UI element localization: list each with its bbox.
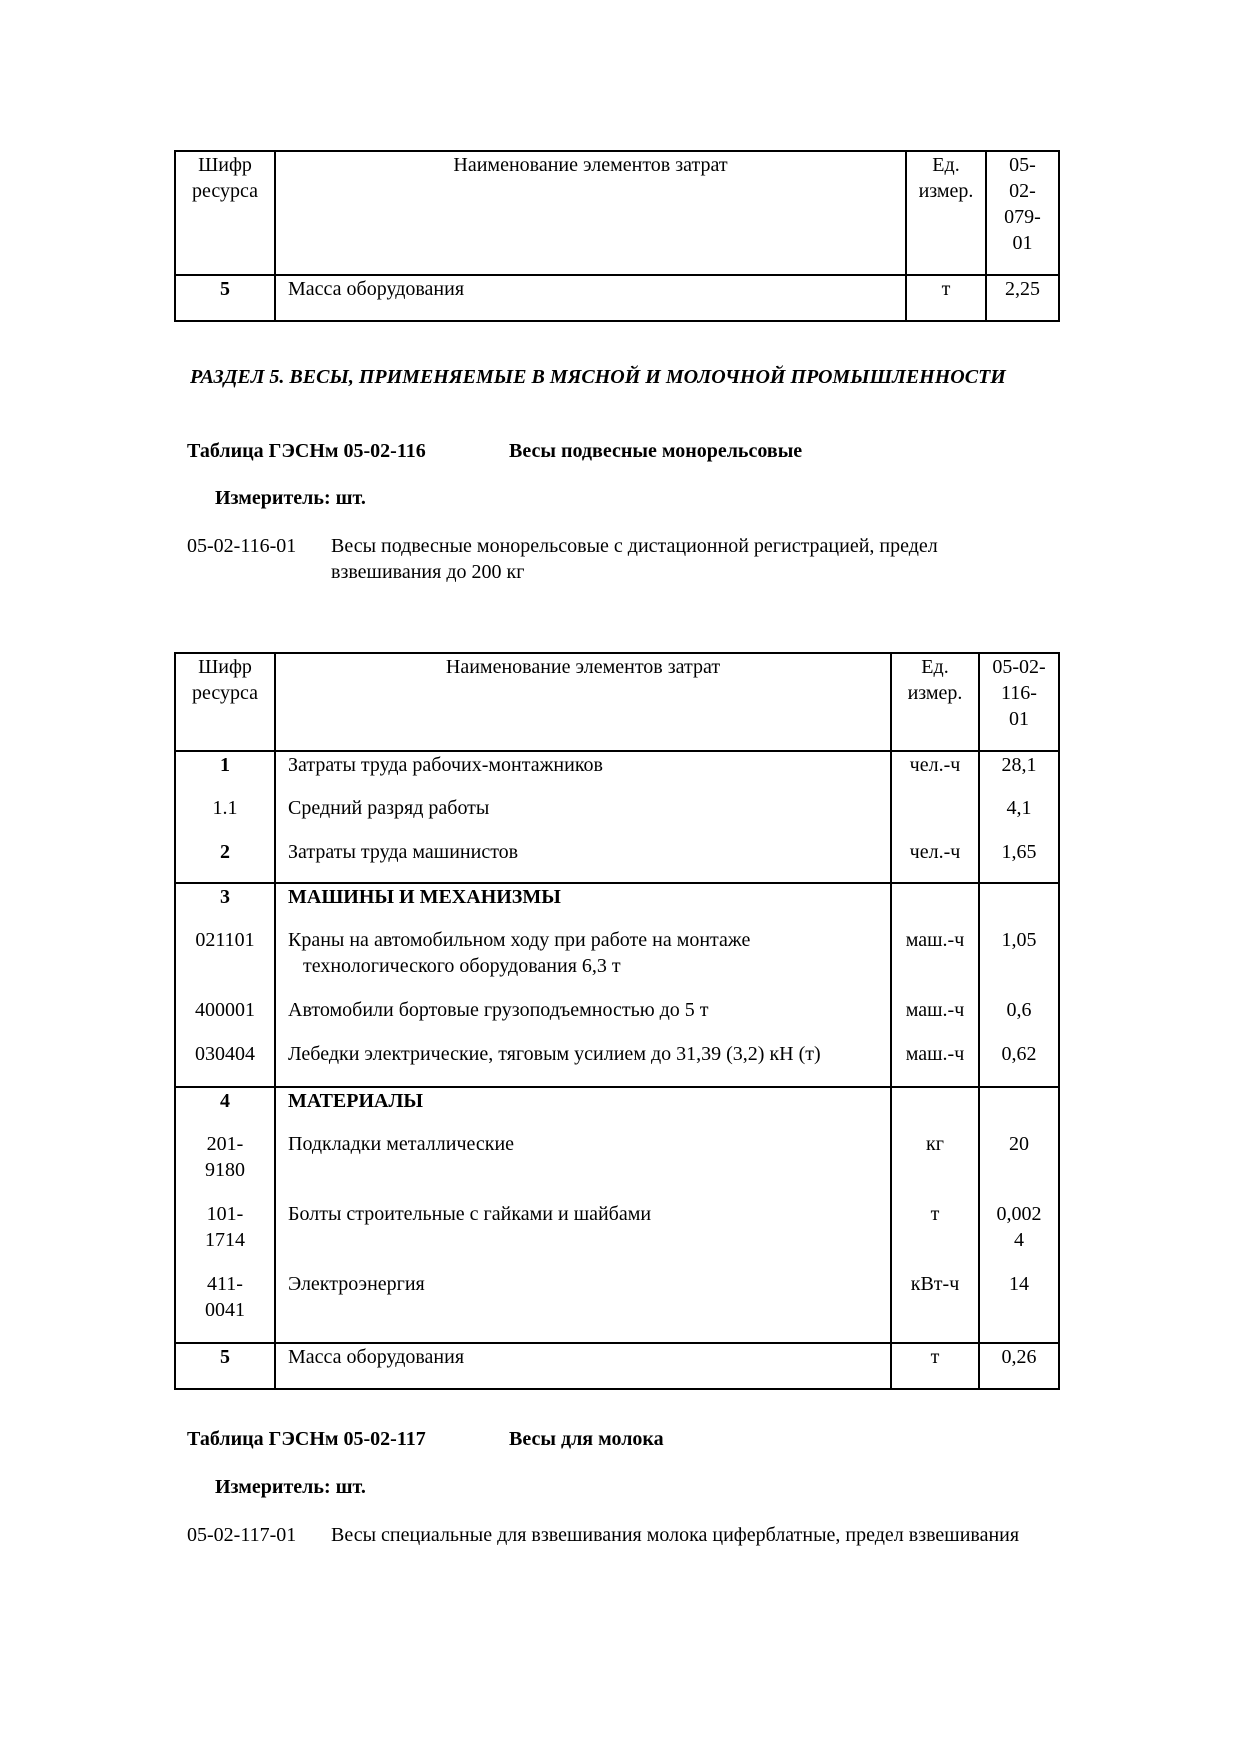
table-label: Таблица ГЭСНм 05-02-116 — [187, 440, 426, 462]
row-value: 1,05 — [979, 927, 1059, 997]
row-value: 14 — [979, 1271, 1059, 1343]
row-value: 2,25 — [986, 275, 1059, 321]
row-name: Затраты труда машинистов — [275, 839, 891, 883]
header-name: Наименование элементов затрат — [275, 653, 891, 751]
table-row — [175, 839, 1059, 883]
row-name: Масса оборудования — [275, 1343, 891, 1389]
row-unit: кг — [891, 1131, 979, 1201]
row-code: 2 — [175, 839, 275, 883]
table-row — [175, 275, 1059, 321]
item-description-line: Весы подвесные монорельсовые с дистационной регистрацией, предел — [331, 535, 938, 557]
row-name-line: технологического оборудования 6,3 т — [303, 955, 621, 977]
row-name — [275, 927, 891, 997]
row-name: Болты строительные с гайками и шайбами — [275, 1201, 891, 1271]
row-code: 1 — [175, 751, 275, 795]
row-name: Средний разряд работы — [275, 795, 891, 839]
section-heading: РАЗДЕЛ 5. ВЕСЫ, ПРИМЕНЯЕМЫЕ В МЯСНОЙ И МОЛОЧНОЙ ПРОМЫШЛЕННОСТИ — [190, 366, 1006, 388]
row-name: Электроэнергия — [275, 1271, 891, 1343]
table-row — [175, 883, 1059, 927]
resource-table-05-02-079 — [174, 150, 1060, 322]
row-code: 201- 9180 — [175, 1131, 275, 1201]
row-unit — [891, 795, 979, 839]
row-unit: чел.-ч — [891, 839, 979, 883]
row-value: 0,62 — [979, 1041, 1059, 1087]
item-description-line: взвешивания до 200 кг — [331, 561, 525, 583]
table-row — [175, 1343, 1059, 1389]
item-code: 05-02-117-01 — [187, 1524, 297, 1546]
row-unit: маш.-ч — [891, 997, 979, 1041]
header-code: Шифр ресурса — [175, 151, 275, 275]
table-title: Весы подвесные монорельсовые — [509, 440, 803, 462]
row-name: Лебедки электрические, тяговым усилием до 31,39 (3,2) кН (т) — [275, 1041, 891, 1087]
row-value — [979, 883, 1059, 927]
table-row — [175, 1041, 1059, 1087]
row-value: 4,1 — [979, 795, 1059, 839]
row-name: Затраты труда рабочих-монтажников — [275, 751, 891, 795]
row-value: 0,26 — [979, 1343, 1059, 1389]
item-description — [331, 533, 1011, 585]
row-unit: маш.-ч — [891, 927, 979, 997]
table-row — [175, 997, 1059, 1041]
row-code: 5 — [175, 275, 275, 321]
resource-table-05-02-116 — [174, 652, 1060, 1390]
row-name: МАШИНЫ И МЕХАНИЗМЫ — [275, 883, 891, 927]
table-row — [175, 795, 1059, 839]
row-code: 5 — [175, 1343, 275, 1389]
row-code: 101- 1714 — [175, 1201, 275, 1271]
row-unit: т — [891, 1343, 979, 1389]
table-header-row — [175, 151, 1059, 275]
row-unit: маш.-ч — [891, 1041, 979, 1087]
row-unit: т — [906, 275, 986, 321]
table-row — [175, 927, 1059, 997]
item-code: 05-02-116-01 — [187, 535, 297, 557]
table-row — [175, 1201, 1059, 1271]
row-value: 20 — [979, 1131, 1059, 1201]
row-name-line: Краны на автомобильном ходу при работе на монтаже — [288, 929, 751, 951]
row-value: 1,65 — [979, 839, 1059, 883]
table-row — [175, 1271, 1059, 1343]
table-row — [175, 751, 1059, 795]
header-code: Шифр ресурса — [175, 653, 275, 751]
header-name: Наименование элементов затрат — [275, 151, 906, 275]
row-name: МАТЕРИАЛЫ — [275, 1087, 891, 1131]
table-label: Таблица ГЭСНм 05-02-117 — [187, 1428, 426, 1450]
row-code: 400001 — [175, 997, 275, 1041]
row-unit: чел.-ч — [891, 751, 979, 795]
table-row — [175, 1131, 1059, 1201]
table-header-row — [175, 653, 1059, 751]
row-unit — [891, 883, 979, 927]
row-name: Масса оборудования — [275, 275, 906, 321]
header-unit: Ед. измер. — [906, 151, 986, 275]
header-value: 05- 02- 079- 01 — [986, 151, 1059, 275]
row-code: 4 — [175, 1087, 275, 1131]
row-unit: т — [891, 1201, 979, 1271]
row-value: 0,002 4 — [979, 1201, 1059, 1271]
row-code: 3 — [175, 883, 275, 927]
row-code: 1.1 — [175, 795, 275, 839]
row-name: Подкладки металлические — [275, 1131, 891, 1201]
table-title: Весы для молока — [509, 1428, 664, 1450]
row-code: 021101 — [175, 927, 275, 997]
header-value: 05-02- 116- 01 — [979, 653, 1059, 751]
row-value: 28,1 — [979, 751, 1059, 795]
row-code: 411- 0041 — [175, 1271, 275, 1343]
measure-unit: Измеритель: шт. — [215, 1476, 366, 1498]
row-unit — [891, 1087, 979, 1131]
row-value — [979, 1087, 1059, 1131]
row-code: 030404 — [175, 1041, 275, 1087]
row-name: Автомобили бортовые грузоподъемностью до 5 т — [275, 997, 891, 1041]
table-row — [175, 1087, 1059, 1131]
row-unit: кВт-ч — [891, 1271, 979, 1343]
row-value: 0,6 — [979, 997, 1059, 1041]
header-unit: Ед. измер. — [891, 653, 979, 751]
measure-unit: Измеритель: шт. — [215, 487, 366, 509]
item-description: Весы специальные для взвешивания молока циферблатные, предел взвешивания — [331, 1524, 1020, 1546]
